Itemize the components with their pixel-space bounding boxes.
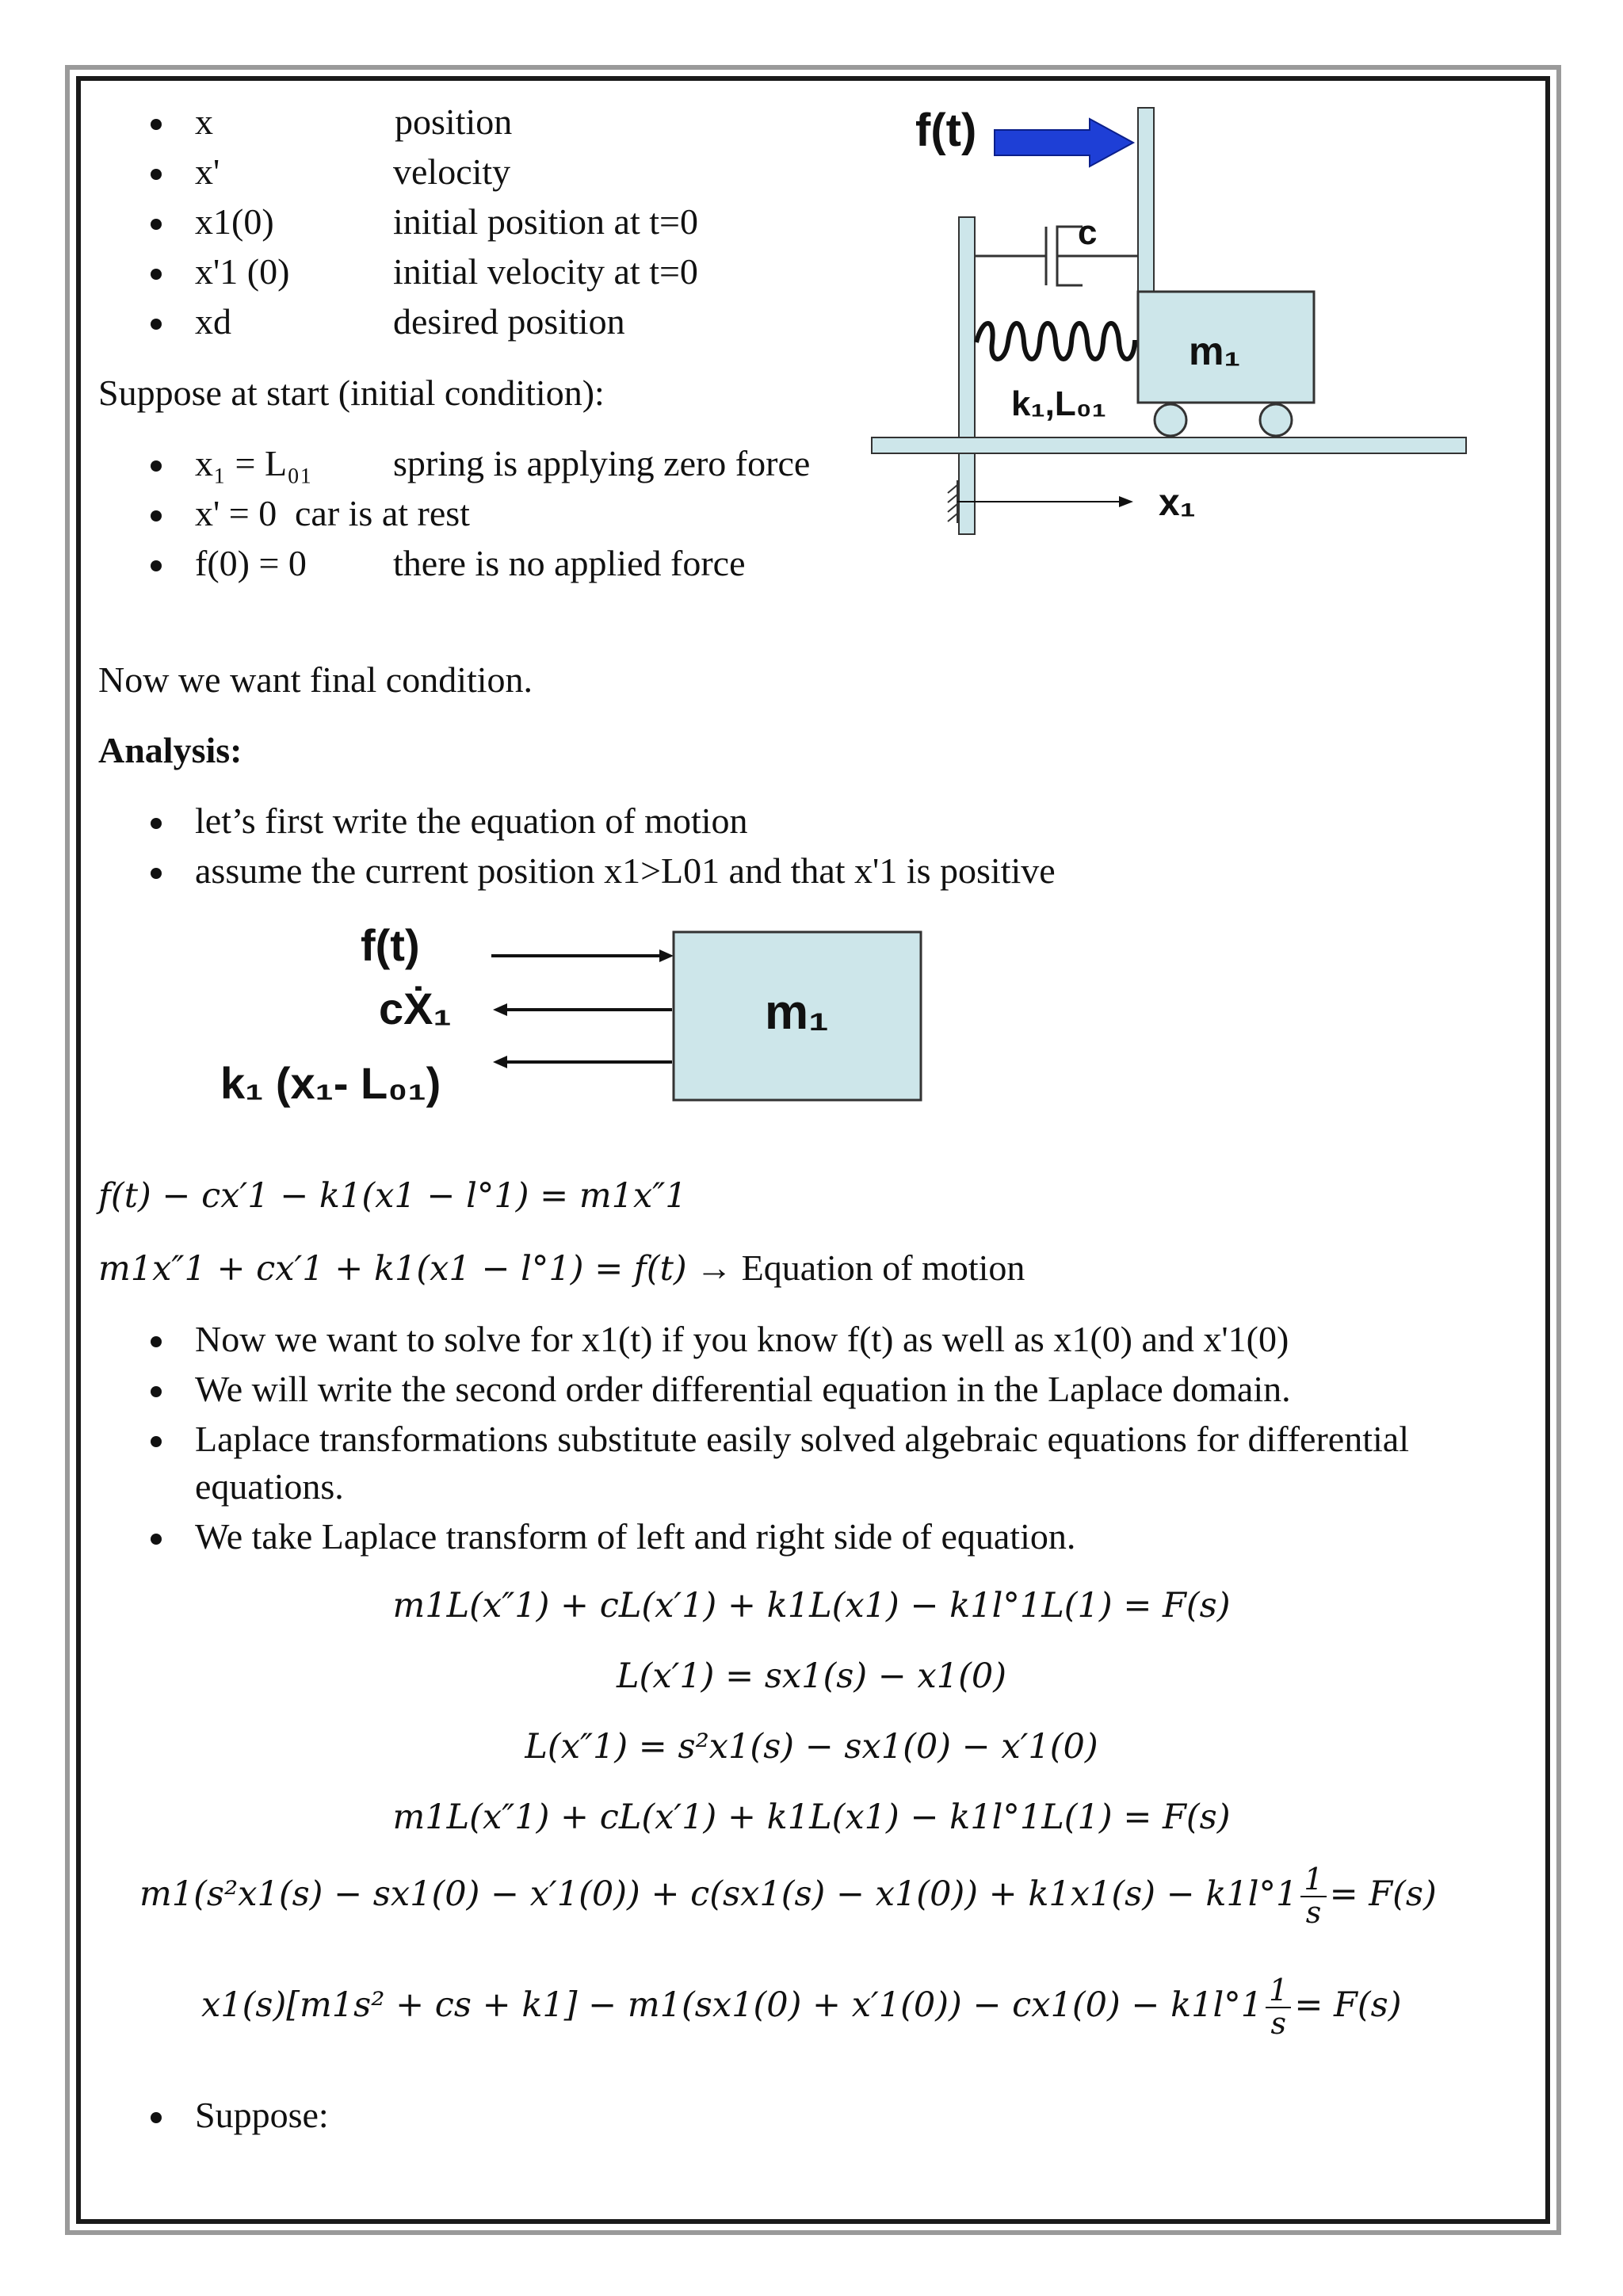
laplace-collected-equation <box>201 1975 1402 2040</box>
bullet <box>151 818 162 829</box>
arrow-left-icon <box>493 1056 507 1068</box>
damper-label: c <box>1078 213 1098 252</box>
laplace-substituted-equation <box>139 1864 1437 1929</box>
x-label: x₁ <box>1159 482 1196 524</box>
fbd-spring-label: k₁ (x₁- L₀₁) <box>220 1058 441 1108</box>
def-meaning: initial velocity at t=0 <box>393 251 698 292</box>
bullet <box>151 269 162 280</box>
suppose-item: Suppose: <box>195 2095 329 2135</box>
ground <box>872 437 1466 453</box>
laplace-equation: m1L(x″1) + cL(x′1) + k1L(x1) − k1l°1L(1) = F(s) <box>392 1797 1231 1837</box>
wheel-icon <box>1155 404 1186 436</box>
ic-term: x' = 0 <box>195 493 277 533</box>
analysis-heading: Analysis: <box>98 730 242 770</box>
wheel-icon <box>1260 404 1292 436</box>
fbd-force-label: f(t) <box>361 920 420 970</box>
equation-motion-suffix: → Equation of motion <box>696 1247 1025 1288</box>
bullet <box>151 510 162 521</box>
bullet <box>151 868 162 879</box>
fraction-denominator: s <box>1270 2005 1286 2041</box>
def-term: x'1 (0) <box>195 251 290 292</box>
solve-item: Now we want to solve for x1(t) if you know f(t) as well as x1(0) and x'1(0) <box>195 1319 1289 1359</box>
fraction <box>1266 1975 1291 2040</box>
bullet <box>151 219 162 230</box>
def-term: xd <box>195 301 231 342</box>
bullet <box>151 1534 162 1545</box>
force-label: f(t) <box>915 105 977 156</box>
fraction-numerator: 1 <box>1300 1864 1326 1897</box>
bullet <box>151 1336 162 1347</box>
solve-item: We take Laplace transform of left and right side of equation. <box>195 1516 1076 1557</box>
equation-left: x1(s)[m1s² + cs + k1] − m1(sx1(0) + x′1(0)) − cx1(0) − k1l°1 <box>201 1985 1263 2025</box>
fraction <box>1300 1864 1326 1929</box>
bullet <box>151 319 162 330</box>
ic-meaning: car is at rest <box>295 493 470 533</box>
bullet <box>151 1386 162 1397</box>
free-body-diagram <box>206 911 935 1133</box>
spring-label: k₁,L₀₁ <box>1011 384 1106 423</box>
def-meaning: desired position <box>393 301 625 342</box>
spring-icon <box>976 323 1138 359</box>
solve-item: We will write the second order differential equation in the Laplace domain. <box>195 1369 1291 1409</box>
laplace-equation: L(x′1) = sx1(s) − x1(0) <box>616 1656 1007 1696</box>
force-arrow-icon <box>995 119 1133 166</box>
def-meaning: position <box>395 101 513 142</box>
bullet <box>151 169 162 180</box>
def-term: x' <box>195 151 220 192</box>
laplace-equation: L(x″1) = s²x1(s) − sx1(0) − x′1(0) <box>525 1727 1098 1767</box>
equation-motion-line <box>98 1247 1025 1289</box>
wall <box>959 217 975 534</box>
fbd-mass-label: m₁ <box>765 985 829 1040</box>
laplace-equation: m1L(x″1) + cL(x′1) + k1L(x1) − k1l°1L(1) = F(s) <box>392 1586 1231 1626</box>
equation-left: m1(s²x1(s) − sx1(0) − x′1(0)) + c(sx1(s) − x1(0)) + k1x1(s) − k1l°1 <box>139 1874 1298 1914</box>
equation-motion: m1x″1 + cx′1 + k1(x1 − l°1) = f(t) <box>98 1249 687 1289</box>
bullet <box>151 1436 162 1447</box>
def-meaning: velocity <box>393 151 511 192</box>
bullet <box>151 2112 162 2123</box>
fbd-damper-label: cẊ₁ <box>379 984 452 1033</box>
mass-spring-damper-diagram <box>864 95 1482 539</box>
equation-newton: f(t) − cx′1 − k1(x1 − l°1) = m1x″1 <box>98 1176 687 1216</box>
bullet <box>151 560 162 571</box>
fraction-numerator: 1 <box>1266 1975 1291 2008</box>
analysis-item: let’s first write the equation of motion <box>195 800 748 841</box>
solve-item-continuation: equations. <box>195 1466 344 1507</box>
bullet <box>151 460 162 472</box>
def-meaning: initial position at t=0 <box>393 201 698 242</box>
analysis-item: assume the current position x1>L01 and that x'1 is positive <box>195 850 1056 891</box>
def-term: x1(0) <box>195 201 274 242</box>
solve-item: Laplace transformations substitute easily solved algebraic equations for differential <box>195 1419 1409 1459</box>
equation-right: = F(s) <box>1329 1874 1437 1914</box>
def-term: x <box>195 101 213 142</box>
equation-right: = F(s) <box>1294 1985 1402 2025</box>
bullet <box>151 119 162 130</box>
ic-term: x₁ = L₀₁ <box>195 443 313 483</box>
fraction-denominator: s <box>1305 1894 1322 1930</box>
ic-meaning: there is no applied force <box>393 543 746 583</box>
initial-intro: Suppose at start (initial condition): <box>98 372 605 413</box>
ic-term: f(0) = 0 <box>195 543 307 583</box>
mass-label: m₁ <box>1189 329 1241 373</box>
arrow-right-icon <box>1119 496 1133 507</box>
ground-hatch-icon <box>948 485 957 521</box>
final-condition: Now we want final condition. <box>98 659 533 700</box>
arrow-right-icon <box>659 949 674 962</box>
arrow-left-icon <box>493 1003 507 1016</box>
ic-meaning: spring is applying zero force <box>393 443 811 483</box>
